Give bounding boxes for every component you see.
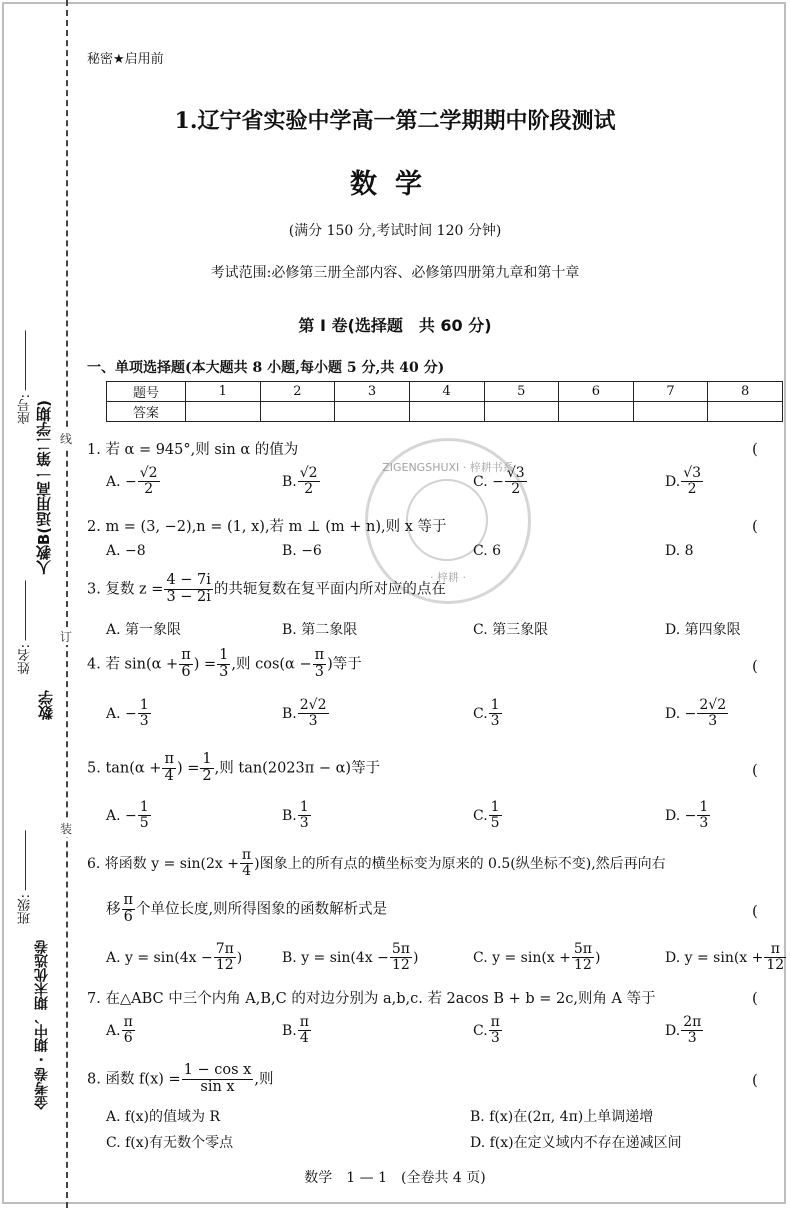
exam-conditions: (满分 150 分,考试时间 120 分钟)	[288, 223, 502, 239]
option-5c: C. $\frac{1}{5}$	[473, 799, 500, 832]
answer-cell[interactable]	[484, 402, 559, 422]
answer-cell[interactable]	[409, 402, 484, 422]
question-4: 4. 若 sin(α + $\frac{\pi}{6}$ ) = $\frac{1}{3}$ ,则 cos(α − $\frac{\pi}{3}$ )等于	[87, 647, 362, 680]
answer-bracket: (	[752, 761, 758, 779]
answer-bracket: (	[752, 902, 758, 920]
option-6b: B. y = sin(4x − $\frac{5\pi}{12}$ )	[282, 941, 419, 974]
option-7c: C. $\frac{\pi}{3}$	[473, 1014, 500, 1047]
question-2: 2. m = (3, −2),n = (1, x),若 m ⊥ (m + n),则 x 等于	[87, 519, 447, 535]
table-cell: 7	[633, 382, 708, 402]
table-cell: 4	[409, 382, 484, 402]
answer-bracket: (	[752, 657, 758, 675]
option-5b: B. $\frac{1}{3}$	[282, 799, 309, 832]
option-7a: A. $\frac{\pi}{6}$	[106, 1014, 133, 1047]
exam-title: 1.辽宁省实验中学高一第二学期期中阶段测试	[174, 108, 616, 134]
option-8c: C. f(x)有无数个零点	[106, 1135, 234, 1151]
table-header-cell: 题号	[107, 382, 186, 402]
table-cell: 3	[335, 382, 410, 402]
answer-bracket: (	[752, 517, 758, 535]
class-field: 班级:	[16, 830, 35, 924]
answer-table	[106, 381, 783, 422]
secret-label: 秘密★启用前	[87, 52, 164, 67]
table-header-cell: 答案	[107, 402, 186, 422]
table-cell: 6	[559, 382, 634, 402]
option-7b: B. $\frac{\pi}{4}$	[282, 1014, 309, 1047]
section-heading: 一、单项选择题(本大题共 8 小题,每小题 5 分,共 40 分)	[87, 360, 445, 376]
answer-cell[interactable]	[559, 402, 634, 422]
table-row	[107, 402, 783, 422]
table-row	[107, 382, 783, 402]
option-3c: C. 第三象限	[473, 622, 549, 638]
question-7: 7. 在△ABC 中三个内角 A,B,C 的对边分别为 a,b,c. 若 2acos B + b = 2c,则角 A 等于	[87, 991, 656, 1007]
name-field: 姓名:	[16, 580, 35, 674]
seat-number-field: 座号:	[16, 330, 35, 424]
option-8d: D. f(x)在定义域内不存在递减区间	[470, 1135, 682, 1151]
option-4a: A. − $\frac{1}{3}$	[106, 697, 149, 730]
option-4c: C. $\frac{1}{3}$	[473, 697, 500, 730]
option-4d: D. − $\frac{2√2}{3}$	[665, 697, 727, 730]
option-6d: D. y = sin(x + $\frac{\pi}{12}$	[665, 941, 785, 974]
option-1c: C. − $\frac{√3}{2}$	[473, 465, 525, 498]
option-1d: D. $\frac{√3}{2}$	[665, 465, 702, 498]
option-2d: D. 8	[665, 543, 694, 559]
cut-mark-ding: 订	[60, 630, 73, 644]
option-8a: A. f(x)的值域为 R	[106, 1109, 221, 1125]
option-1a: A. − $\frac{√2}{2}$	[106, 465, 158, 498]
answer-cell[interactable]	[335, 402, 410, 422]
option-5d: D. − $\frac{1}{3}$	[665, 799, 709, 832]
table-cell: 8	[708, 382, 783, 402]
question-8: 8. 函数 f(x) = $\frac{\text{1 − cos x}}{\text{sin x}}$ ,则	[87, 1062, 274, 1095]
option-2b: B. −6	[282, 543, 322, 559]
edition-label: 人教B(适用高一第二学期)	[35, 400, 53, 576]
option-8b: B. f(x)在(2π, 4π)上单调递增	[470, 1109, 654, 1125]
option-6c: C. y = sin(x + $\frac{5\pi}{12}$ )	[473, 941, 601, 974]
table-cell: 2	[260, 382, 335, 402]
cut-mark-xian: 线	[60, 432, 73, 446]
option-2a: A. −8	[106, 543, 146, 559]
brand-label: 金考卷 · 期中、期末优选卷	[34, 940, 50, 1110]
option-3d: D. 第四象限	[665, 622, 741, 638]
answer-bracket: (	[752, 440, 758, 458]
question-6-line-2: 移 $\frac{\pi}{6}$ 个单位长度,则所得图象的函数解析式是	[106, 892, 388, 925]
option-3b: B. 第二象限	[282, 622, 358, 638]
answer-cell[interactable]	[186, 402, 261, 422]
exam-scope: 考试范围:必修第三册全部内容、必修第四册第九章和第十章	[210, 265, 580, 281]
option-3a: A. 第一象限	[106, 622, 182, 638]
option-5a: A. − $\frac{1}{5}$	[106, 799, 149, 832]
cut-mark-zhuang: 装	[60, 822, 73, 836]
answer-bracket: (	[752, 989, 758, 1007]
table-cell: 1	[186, 382, 261, 402]
subject-title: 数学	[350, 169, 440, 200]
question-3: 3. 复数 z = $\frac{4 - 7i}{3 - 2i}$ 的共轭复数在复平面内所对应的点在	[87, 572, 446, 605]
publisher-seal-stamp: ZIGENGSHUXI · 梓耕书系 · 梓耕 ·	[365, 438, 531, 604]
option-2c: C. 6	[473, 543, 502, 559]
margin-subject: 数学	[37, 690, 55, 720]
volume-heading: 第 I 卷(选择题 共 60 分)	[298, 316, 492, 335]
option-6a: A. y = sin(4x − $\frac{7\pi}{12}$ )	[106, 941, 243, 974]
question-1: 1. 若 α = 945°,则 sin α 的值为	[87, 442, 299, 458]
answer-cell[interactable]	[708, 402, 783, 422]
option-1b: B. $\frac{√2}{2}$	[282, 465, 318, 498]
answer-cell[interactable]	[260, 402, 335, 422]
option-4b: B. $\frac{2√2}{3}$	[282, 697, 327, 730]
question-6: 6. 将函数 y = sin(2x + $\frac{\pi}{4}$ )图象上的所有点的横坐标变为原来的 0.5(纵坐标不变),然后再向右	[87, 847, 666, 880]
answer-bracket: (	[752, 1071, 758, 1089]
page-footer: 数学 1 — 1 (全卷共 4 页)	[304, 1170, 486, 1186]
table-cell: 5	[484, 382, 559, 402]
option-7d: D. $\frac{2\pi}{3}$	[665, 1014, 702, 1047]
question-5: 5. tan(α + $\frac{\pi}{4}$ ) = $\frac{1}{2}$ ,则 tan(2023π − α)等于	[87, 751, 381, 784]
answer-cell[interactable]	[633, 402, 708, 422]
